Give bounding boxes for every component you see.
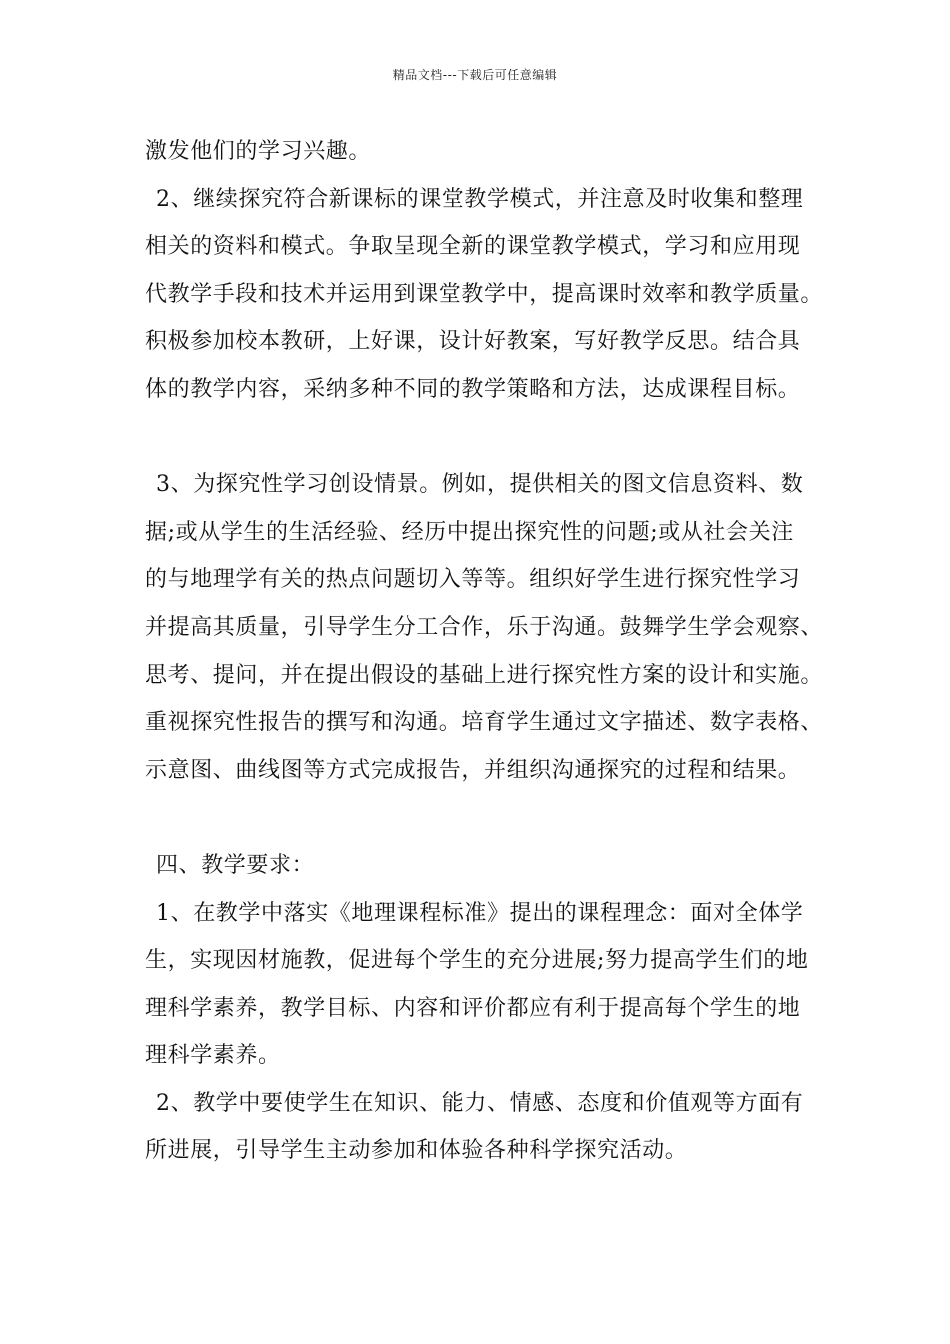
- text-line: 据;或从学生的生活经验、经历中提出探究性的问题;或从社会关注: [145, 519, 794, 545]
- page-header: 精品文档---下载后可任意编辑: [392, 68, 558, 82]
- text-line: 激发他们的学习兴趣。: [145, 139, 372, 164]
- text-line: 3、为探究性学习创设情景。例如，提供相关的图文信息资料、数: [156, 472, 804, 498]
- section-heading: 四、教学要求：: [156, 852, 315, 878]
- text-line: 示意图、曲线图等方式完成报告，并组织沟通探究的过程和结果。: [145, 757, 801, 783]
- text-line: 代教学手段和技术并运用到课堂教学中，提高课时效率和教学质量。: [145, 281, 824, 307]
- text-line: 2、教学中要使学生在知识、能力、情感、态度和价值观等方面有: [156, 1090, 804, 1116]
- text-line: 理科学素养。: [145, 1043, 281, 1069]
- text-line: 2、继续探究符合新课标的课堂教学模式，并注意及时收集和整理: [156, 186, 804, 212]
- text-line: 所进展，引导学生主动参加和体验各种科学探究活动。: [145, 1138, 688, 1164]
- blank-line: [145, 798, 835, 846]
- blank-line: [145, 418, 835, 466]
- text-line: 理科学素养，教学目标、内容和评价都应有利于提高每个学生的地: [145, 995, 801, 1021]
- text-line: 相关的资料和模式。争取呈现全新的课堂教学模式，学习和应用现: [145, 234, 801, 260]
- text-line: 并提高其质量，引导学生分工合作，乐于沟通。鼓舞学生学会观察、: [145, 614, 824, 640]
- text-line: 思考、提问，并在提出假设的基础上进行探究性方案的设计和实施。: [145, 662, 824, 688]
- text-line: 重视探究性报告的撰写和沟通。培育学生通过文字描述、数字表格、: [145, 710, 824, 736]
- text-line: 积极参加校本教研，上好课，设计好教案，写好教学反思。结合具: [145, 329, 801, 355]
- text-line: 体的教学内容，采纳多种不同的教学策略和方法，达成课程目标。: [145, 376, 801, 402]
- text-line: 1、在教学中落实《地理课程标准》提出的课程理念：面对全体学: [156, 900, 804, 926]
- text-line: 生，实现因材施教，促进每个学生的充分进展;努力提高学生们的地: [145, 948, 809, 974]
- document-body: [145, 132, 835, 1179]
- text-line: 的与地理学有关的热点问题切入等等。组织好学生进行探究性学习: [145, 567, 801, 593]
